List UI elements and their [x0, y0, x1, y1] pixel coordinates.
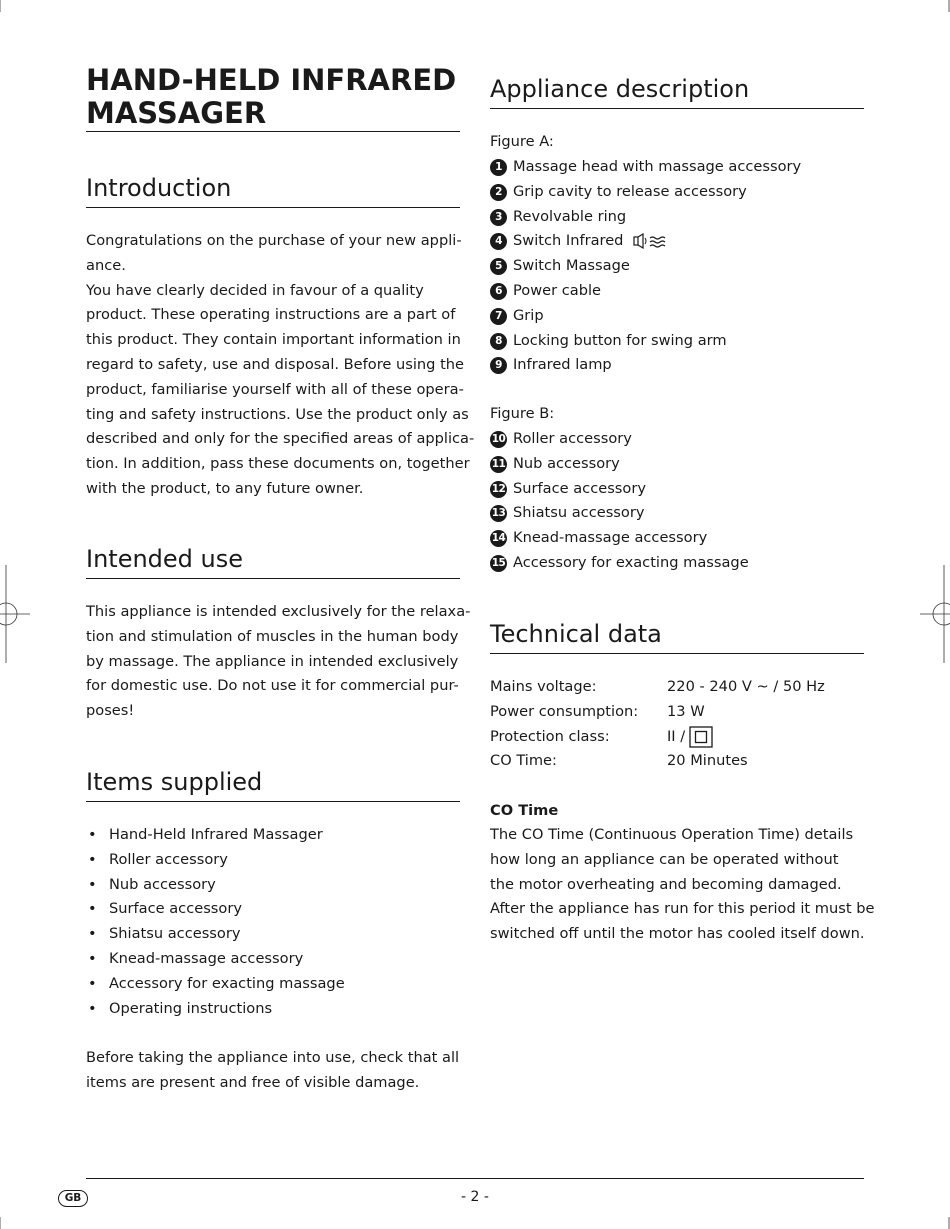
- table-row: [490, 675, 864, 700]
- text-line: ting and safety instructions. Use the product only as: [86, 405, 469, 423]
- spec-value-wrap: [667, 725, 713, 750]
- text-line: You have clearly decided in favour of a quality: [86, 281, 424, 299]
- technical-data-table: [490, 675, 864, 774]
- intended-use-rule: [86, 578, 460, 579]
- bullet-icon: •: [88, 826, 97, 843]
- text-line: described and only for the specified areas of applica-: [86, 430, 475, 448]
- list-item: • Hand-Held Infrared Massager: [86, 823, 460, 848]
- intended-use-text: [86, 600, 471, 724]
- number-badge-icon: 11: [490, 456, 507, 473]
- bullet-icon: •: [88, 925, 97, 943]
- list-item: 7 Grip: [490, 304, 864, 329]
- list-item: 10 Roller accessory: [491, 430, 632, 447]
- list-item: • Roller accessory: [86, 848, 460, 873]
- items-supplied-heading: Items supplied: [86, 768, 263, 796]
- bullet-icon: •: [88, 999, 97, 1017]
- list-item: 9 Infrared lamp: [490, 353, 864, 378]
- list-item: 1 Massage head with massage accessory: [490, 155, 864, 180]
- spec-value: 20 Minutes: [667, 752, 748, 770]
- number-badge-icon: 2: [490, 184, 507, 201]
- list-item: 15 Accessory for exacting massage: [491, 553, 749, 571]
- number-badge-icon: 6: [490, 283, 507, 300]
- list-item: • Operating instructions: [86, 997, 460, 1022]
- list-item: 13 Shiatsu accessory: [491, 504, 645, 522]
- introduction-text: [86, 229, 475, 502]
- list-item: 6 Power cable: [490, 279, 864, 304]
- technical-data-rule: [490, 653, 864, 654]
- title-rule: [86, 131, 460, 132]
- figure-b-label: Figure B:: [490, 405, 555, 422]
- footer-rule: [86, 1178, 864, 1179]
- number-badge-icon: 1: [490, 159, 507, 176]
- list-item: 12 Surface accessory: [491, 479, 646, 497]
- protection-class-ii-icon: [689, 726, 713, 748]
- introduction-heading: Introduction: [86, 174, 232, 202]
- text-line: Before taking the appliance into use, check that all: [86, 1049, 460, 1066]
- text-line: product, familiarise yourself with all of these opera-: [86, 380, 464, 398]
- text-line: how long an appliance can be operated without: [490, 850, 839, 868]
- list-item: 3 Revolvable ring: [490, 205, 864, 230]
- spec-value: 220 - 240 V ~ / 50 Hz: [667, 678, 825, 695]
- co-time-heading: CO Time: [490, 802, 559, 819]
- list-item: 8 Locking button for swing arm: [490, 329, 864, 354]
- introduction-rule: [86, 207, 460, 208]
- list-item: • Knead-massage accessory: [86, 947, 460, 972]
- figure-b-list: [490, 427, 864, 576]
- spec-key: Power consumption:: [490, 702, 639, 720]
- text-line: by massage. The appliance in intended exclusively: [86, 652, 459, 670]
- text-line: regard to safety, use and disposal. Before using the: [86, 355, 465, 373]
- list-item: • Surface accessory: [86, 897, 460, 922]
- number-badge-icon: 14: [490, 530, 507, 547]
- spec-key: Mains voltage:: [490, 678, 597, 695]
- intended-use-heading: Intended use: [86, 545, 244, 573]
- list-item: 5 Switch Massage: [490, 254, 864, 279]
- co-time-text: [490, 823, 875, 947]
- text-line: poses!: [86, 702, 135, 720]
- number-badge-icon: 8: [490, 333, 507, 350]
- spec-key: CO Time:: [490, 752, 557, 770]
- table-row: [490, 725, 864, 750]
- spec-value: II /: [667, 727, 686, 745]
- appliance-description-heading: Appliance description: [490, 75, 750, 103]
- number-badge-icon: 4: [490, 233, 507, 250]
- list-item: 2 Grip cavity to release accessory: [490, 180, 864, 205]
- text-line: for domestic use. Do not use it for commercial pur-: [86, 677, 459, 695]
- spec-key: Protection class:: [490, 727, 610, 745]
- text-line: the motor overheating and becoming damaged.: [490, 875, 842, 893]
- text-line: After the appliance has run for this period it must be: [490, 900, 875, 918]
- text-line: this product. They contain important information in: [86, 331, 461, 349]
- figure-a-label: Figure A:: [490, 133, 554, 150]
- number-badge-icon: 3: [490, 209, 507, 226]
- bullet-icon: •: [88, 875, 97, 893]
- document-title: [86, 64, 460, 130]
- number-badge-icon: 15: [490, 555, 507, 572]
- title-line-2: MASSAGER: [86, 96, 267, 130]
- list-item: • Accessory for exacting massage: [86, 972, 460, 997]
- technical-data-heading: Technical data: [490, 620, 662, 648]
- text-line: items are present and free of visible damage.: [86, 1073, 420, 1091]
- text-line: ance.: [86, 256, 126, 274]
- list-item: 11 Nub accessory: [491, 454, 620, 472]
- text-line: tion and stimulation of muscles in the human body: [86, 627, 459, 645]
- text-line: product. These operating instructions are a part of: [86, 306, 456, 324]
- number-badge-icon: 13: [490, 505, 507, 522]
- text-line: The CO Time (Continuous Operation Time) details: [490, 826, 854, 843]
- figure-a-list: [490, 155, 864, 378]
- bullet-icon: •: [88, 850, 97, 868]
- language-badge: GB: [58, 1190, 88, 1207]
- bullet-icon: •: [88, 900, 97, 918]
- spec-value: 13 W: [667, 702, 705, 720]
- table-row: [490, 749, 864, 774]
- list-item: 4 Switch Infrared: [490, 229, 864, 254]
- items-supplied-list: [86, 823, 460, 1021]
- number-badge-icon: 9: [490, 357, 507, 374]
- items-check-note: [86, 1046, 460, 1096]
- text-line: Congratulations on the purchase of your new appli-: [86, 232, 462, 249]
- text-line: tion. In addition, pass these documents on, together: [86, 455, 470, 473]
- bullet-icon: •: [88, 974, 97, 992]
- bullet-icon: •: [88, 949, 97, 967]
- page-number: - 2 -: [461, 1189, 489, 1205]
- number-badge-icon: 5: [490, 258, 507, 275]
- infrared-switch-icon: [633, 233, 669, 249]
- text-line: This appliance is intended exclusively for the relaxa-: [86, 603, 471, 620]
- list-item: 14 Knead-massage accessory: [491, 529, 708, 547]
- table-row: [490, 700, 864, 725]
- text-line: with the product, to any future owner.: [86, 479, 364, 497]
- number-badge-icon: 12: [490, 481, 507, 498]
- text-line: switched off until the motor has cooled itself down.: [490, 925, 865, 943]
- list-item: • Nub accessory: [86, 873, 460, 898]
- title-line-1: HAND-HELD INFRARED: [86, 63, 457, 97]
- number-badge-icon: 7: [490, 308, 507, 325]
- number-badge-icon: 10: [490, 431, 507, 448]
- appliance-description-rule: [490, 108, 864, 109]
- items-supplied-rule: [86, 801, 460, 802]
- list-item: • Shiatsu accessory: [86, 922, 460, 947]
